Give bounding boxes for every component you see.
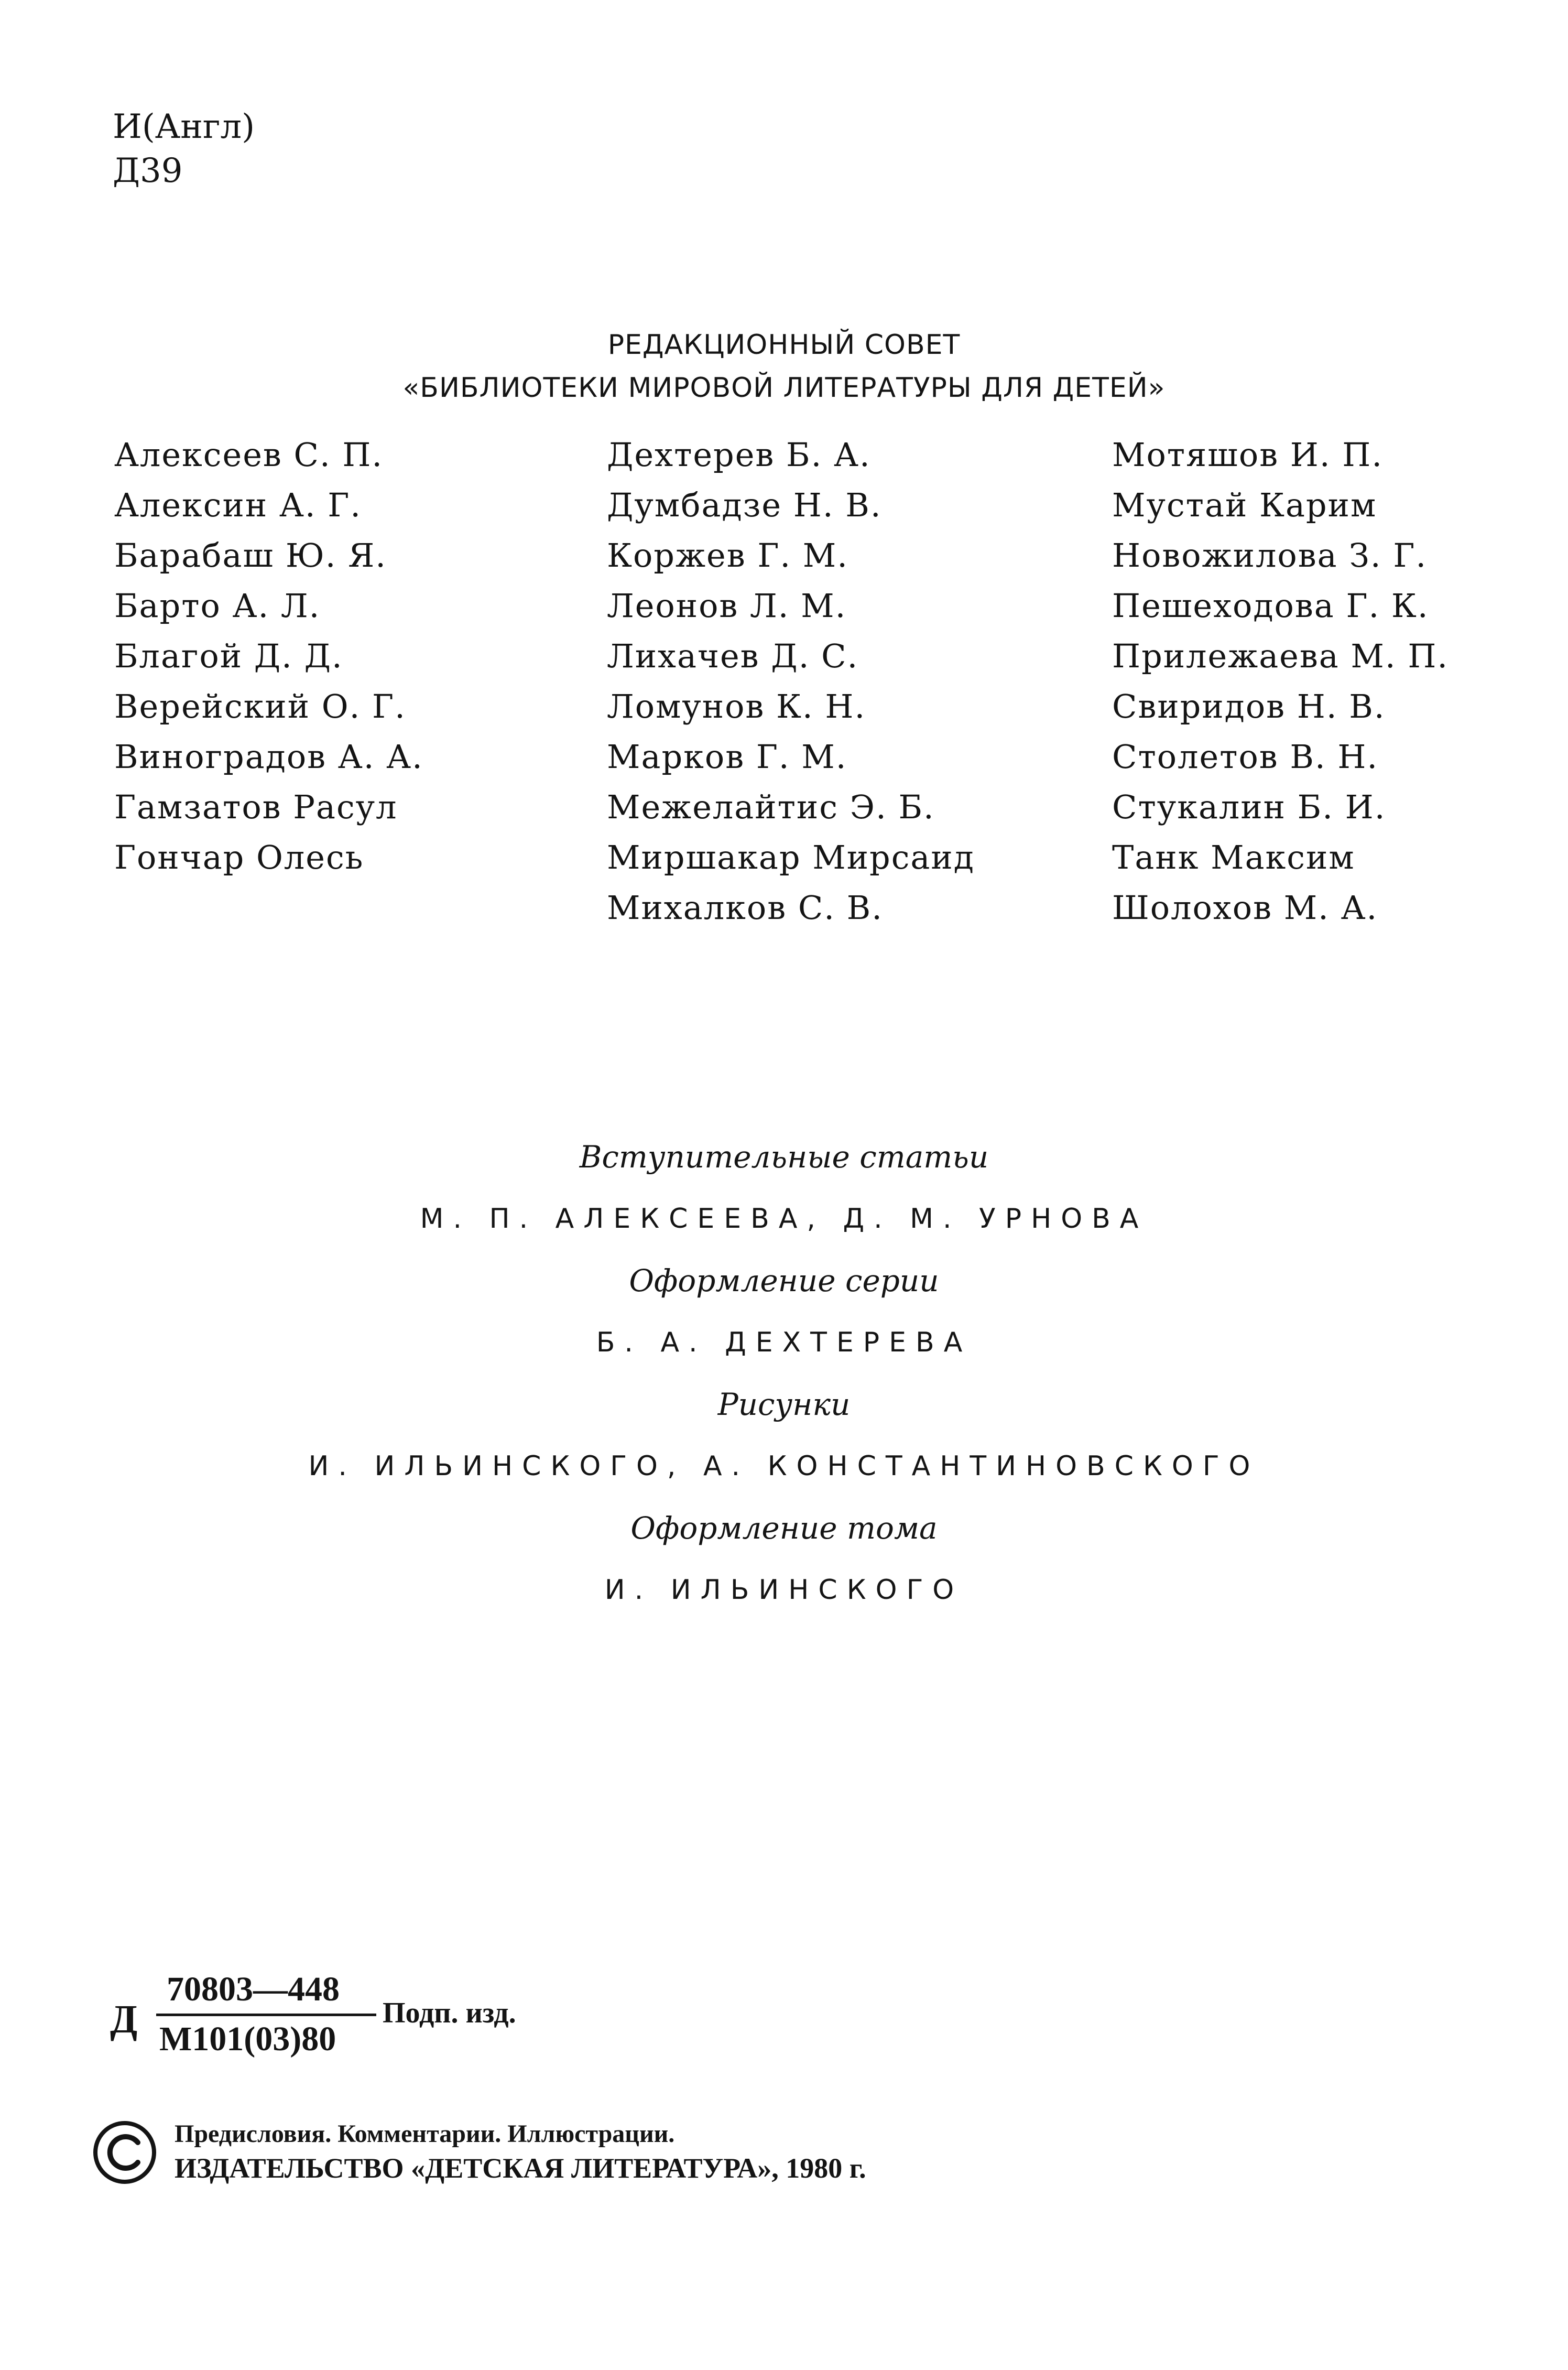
board-member: Гамзатов Расул — [114, 788, 398, 826]
board-member: Алексин А. Г. — [114, 486, 362, 524]
index-numerator: 70803—448 — [167, 1970, 340, 2008]
board-member: Леонов Л. М. — [607, 587, 847, 625]
board-heading-line-1: РЕДАКЦИОННЫЙ СОВЕТ — [607, 329, 961, 361]
editorial-board-heading — [0, 323, 1568, 409]
board-member: Михалков С. В. — [607, 889, 883, 927]
board-member: Танк Максим — [1112, 838, 1355, 876]
board-member: Ломунов К. Н. — [607, 687, 866, 726]
board-member: Пешеходова Г. К. — [1112, 587, 1429, 625]
credit-role-series-design: Оформление серии — [629, 1263, 939, 1298]
board-column-2 — [607, 430, 1079, 933]
board-member: Гончар Олесь — [114, 838, 364, 876]
board-member: Свиридов Н. В. — [1112, 687, 1386, 726]
board-member: Лихачев Д. С. — [607, 637, 859, 675]
fraction-bar — [156, 2014, 376, 2016]
board-column-1 — [114, 430, 586, 883]
board-member: Барабаш Ю. Я. — [114, 536, 387, 575]
index-denominator: М101(03)80 — [159, 2020, 336, 2058]
board-member: Новожилова З. Г. — [1112, 536, 1428, 575]
copyright-icon — [92, 2119, 158, 2185]
board-member: Верейский О. Г. — [114, 687, 406, 726]
credit-role-introductions: Вступительные статьи — [579, 1139, 989, 1175]
board-member: Прилежаева М. П. — [1112, 637, 1449, 675]
board-member: Дехтерев Б. А. — [607, 436, 871, 474]
author-sign: Д39 — [113, 151, 183, 190]
index-letter: Д — [110, 1997, 138, 2041]
board-member: Думбадзе Н. В. — [607, 486, 882, 524]
board-column-3 — [1112, 430, 1563, 933]
credit-name-volume-design: И. ИЛЬИНСКОГО — [604, 1574, 964, 1606]
board-member: Шолохов М. А. — [1112, 889, 1378, 927]
credit-name-illustrations: И. ИЛЬИНСКОГО, А. КОНСТАНТИНОВСКОГО — [308, 1451, 1260, 1482]
board-member: Коржев Г. М. — [607, 536, 848, 575]
board-member: Стукалин Б. И. — [1112, 788, 1386, 826]
board-member: Барто А. Л. — [114, 587, 321, 625]
board-member: Столетов В. Н. — [1112, 738, 1379, 776]
classification-code: И(Англ) — [113, 107, 255, 146]
board-member: Алексеев С. П. — [114, 436, 384, 474]
board-member: Мотяшов И. П. — [1112, 436, 1384, 474]
board-member: Благой Д. Д. — [114, 637, 343, 675]
credit-name-introductions: М. П. АЛЕКСЕЕВА, Д. М. УРНОВА — [420, 1203, 1148, 1235]
classification-marks — [113, 105, 255, 193]
board-member: Марков Г. М. — [607, 738, 847, 776]
credits-block — [0, 1137, 1568, 1631]
credit-role-illustrations: Рисунки — [717, 1387, 851, 1422]
board-member: Виноградов А. А. — [114, 738, 423, 776]
credit-name-series-design: Б. А. ДЕХТЕРЕВА — [596, 1327, 972, 1358]
board-member: Миршакар Мирсаид — [607, 838, 975, 876]
copyright-line-1: Предисловия. Комментарии. Иллюстрации. — [175, 2120, 675, 2148]
board-member: Мустай Карим — [1112, 486, 1377, 524]
board-heading-line-2: «БИБЛИОТЕКИ МИРОВОЙ ЛИТЕРАТУРЫ ДЛЯ ДЕТЕЙ» — [402, 372, 1166, 404]
credit-role-volume-design: Оформление тома — [630, 1510, 938, 1546]
subscription-note: Подп. изд. — [383, 1997, 516, 2029]
board-member: Межелайтис Э. Б. — [607, 788, 935, 826]
copyright-line-2: ИЗДАТЕЛЬСТВО «ДЕТСКАЯ ЛИТЕРАТУРА», 1980 г. — [175, 2152, 866, 2184]
